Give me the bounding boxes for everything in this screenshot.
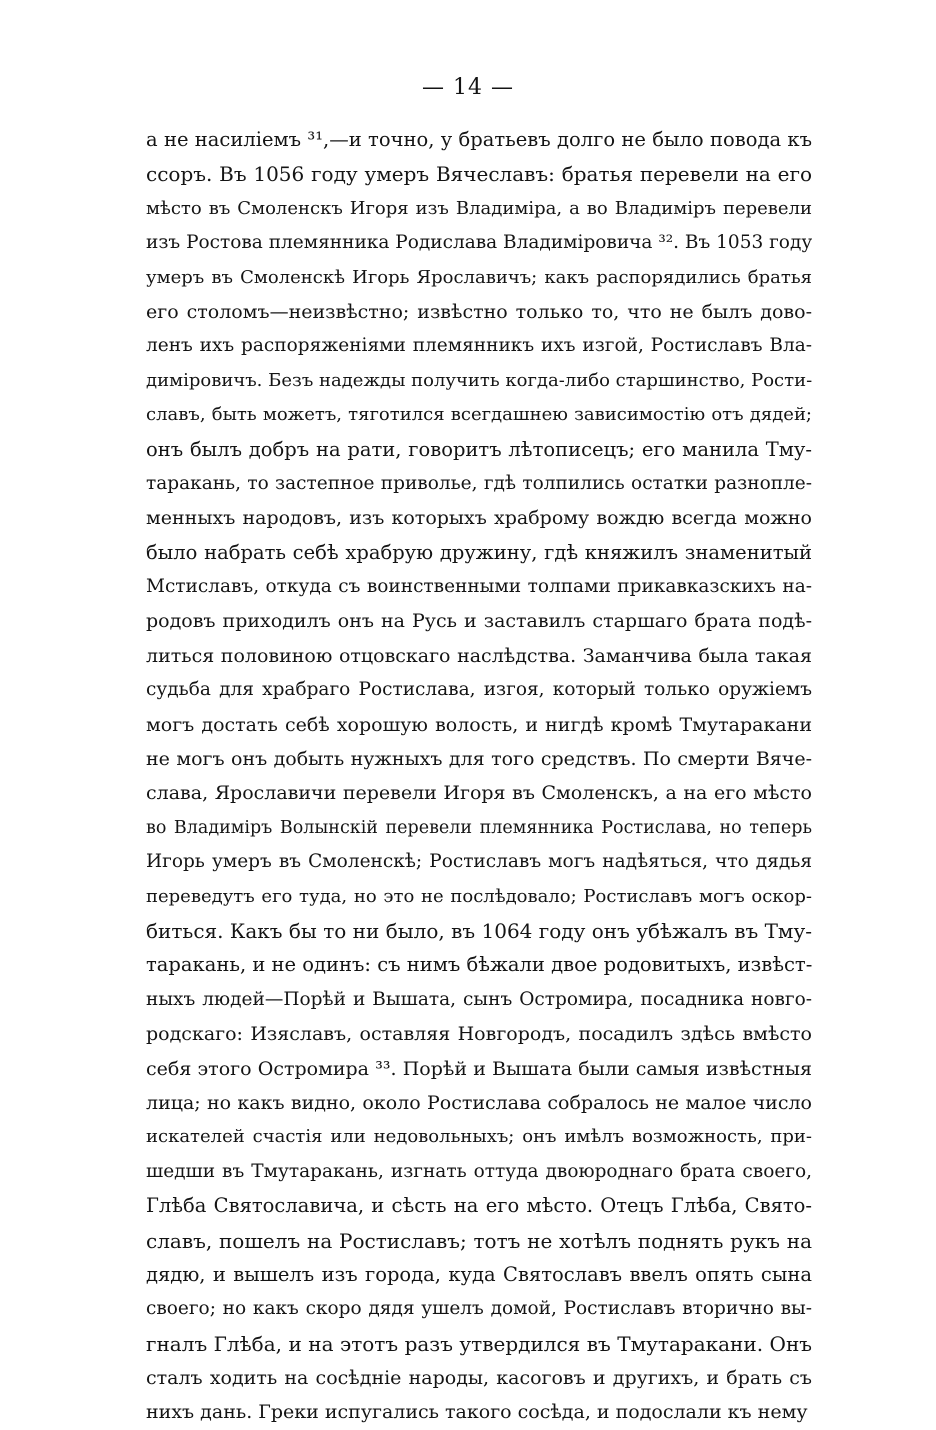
text-line: ссоръ. Въ 1056 году умеръ Вячеславъ: братья перевели на его [146, 162, 812, 187]
text-line: таракань, и не одинъ: съ нимъ бѣжали двое родовитыхъ, извѣст- [146, 953, 812, 977]
text-line: биться. Какъ бы то ни было, въ 1064 году онъ убѣжалъ въ Тму- [146, 918, 812, 943]
text-line: Игорь умеръ въ Смоленскѣ; Ростиславъ могъ надѣяться, что дядья [146, 851, 812, 873]
text-line: родовъ приходилъ онъ на Русь и заставилъ старшаго брата подѣ- [146, 610, 812, 633]
text-line: его столомъ—неизвѣстно; извѣстно только то, что не былъ дово- [146, 300, 812, 323]
text-line: себя этого Остромира ³³. Порѣй и Вышата были самыя извѣстныя [146, 1057, 812, 1080]
text-line: менныхъ народовъ, изъ которыхъ храброму вождю всегда можно [146, 507, 812, 530]
text-line: судьба для храбраго Ростислава, изгоя, который только оружіемъ [146, 679, 812, 701]
text-line: нихъ дань. Греки испугались такого сосѣда, и подослали къ нему [146, 1401, 808, 1424]
page-number: — 14 — [422, 75, 514, 100]
text-line: лица; но какъ видно, около Ростислава собралось не малое число [146, 1091, 812, 1114]
text-line: умеръ въ Смоленскѣ Игорь Ярославичъ; какъ распорядились братья [146, 266, 812, 288]
text-line: во Владиміръ Волынскій перевели племянника Ростислава, но теперь [146, 817, 812, 838]
text-line: мѣсто въ Смоленскъ Игоря изъ Владиміра, а во Владиміръ перевели [146, 197, 812, 219]
text-line: ленъ ихъ распоряженіями племянникъ ихъ изгой, Ростиславъ Вла- [146, 335, 812, 357]
text-line: было набрать себѣ храбрую дружину, гдѣ княжилъ знаменитый [146, 540, 812, 564]
text-line: своего; но какъ скоро дядя ушелъ домой, Ростиславъ вторично вы- [146, 1298, 812, 1320]
text-line: слава, Ярославичи перевели Игоря въ Смоленскъ, а на его мѣсто [146, 782, 812, 805]
body-text [146, 123, 812, 1430]
text-line: сталъ ходить на сосѣдніе народы, касоговъ и другихъ, и брать съ [146, 1367, 812, 1390]
text-line: шедши въ Тмутаракань, изгнать оттуда двоюроднаго брата своего, [146, 1160, 812, 1182]
text-line: славъ, быть можетъ, тяготился всегдашнею зависимостію отъ дядей; [146, 404, 812, 426]
text-line: а не насиліемъ ³¹,—и точно, у братьевъ долго не было повода къ [146, 128, 812, 151]
text-line: ныхъ людей—Порѣй и Вышата, сынъ Остромира, посадника новго- [146, 988, 812, 1010]
text-line: онъ былъ добръ на рати, говоритъ лѣтописецъ; его манила Тму- [146, 437, 812, 461]
text-line: диміровичъ. Безъ надежды получить когда-либо старшинство, Рости- [146, 369, 812, 391]
text-line: не могъ онъ добыть нужныхъ для того средствъ. По смерти Вяче- [146, 748, 812, 771]
text-line: родскаго: Изяславъ, оставляя Новгородъ, посадилъ здѣсь вмѣсто [146, 1023, 812, 1046]
text-line: Глѣба Святославича, и сѣсть на его мѣсто. Отецъ Глѣба, Свято- [146, 1194, 812, 1218]
text-line: Мстиславъ, откуда съ воинственными толпами прикавказскихъ на- [146, 576, 812, 598]
text-line: переведутъ его туда, но это не послѣдовало; Ростиславъ могъ оскор- [146, 885, 812, 907]
text-line: славъ, пошелъ на Ростиславъ; тотъ не хотѣлъ поднять рукъ на [146, 1228, 812, 1253]
text-line: искателей счастія или недовольныхъ; онъ имѣлъ возможность, при- [146, 1126, 812, 1148]
text-line: гналъ Глѣба, и на этотъ разъ утвердился въ Тмутаракани. Онъ [146, 1331, 812, 1356]
text-line: дядю, и вышелъ изъ города, куда Святославъ ввелъ опять сына [146, 1262, 812, 1286]
text-line: изъ Ростова племянника Родислава Владиміровича ³². Въ 1053 году [146, 232, 812, 254]
text-line: литься половиною отцовскаго наслѣдства. Заманчива была такая [146, 644, 812, 667]
text-line: таракань, то застепное приволье, гдѣ толпились остатки разнопле- [146, 472, 812, 494]
text-line: могъ достать себѣ хорошую волость, и нигдѣ кромѣ Тмутаракани [146, 713, 812, 736]
